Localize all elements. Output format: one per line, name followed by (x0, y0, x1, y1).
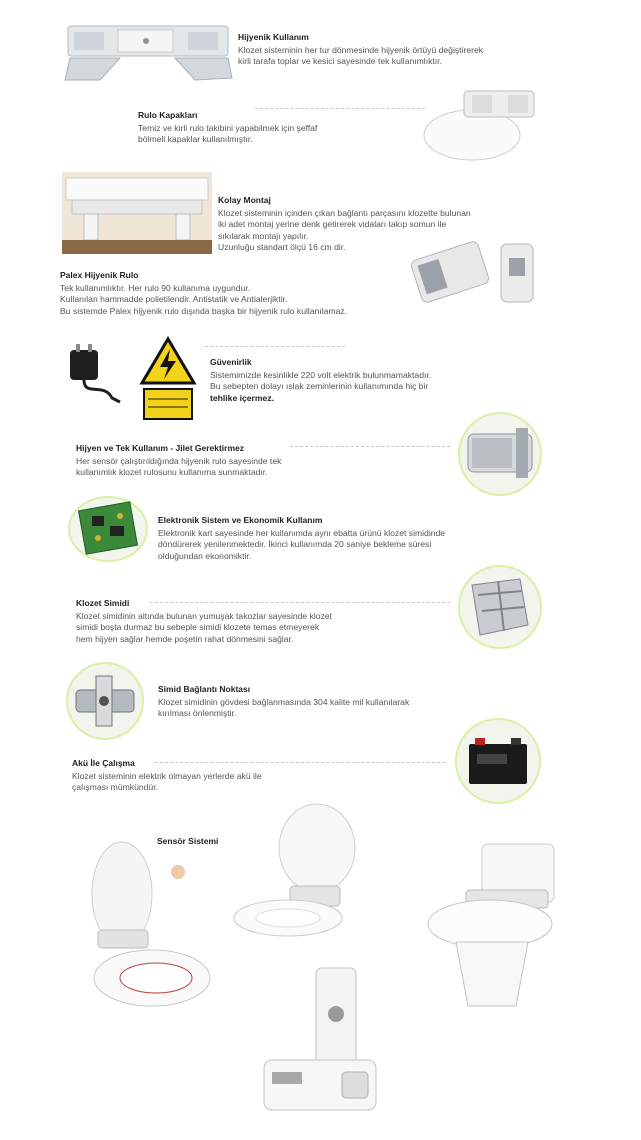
roll-covers-text: Temiz ve kirli rulo takibini yapabilmek için şeffaf bölmeli kapaklar kullanılmıştır. (138, 123, 318, 145)
seat-with-sensor-product-image (60, 830, 225, 1010)
hygienic-usage-title: Hijyenik Kullanım (238, 32, 309, 42)
easy-mount-text: Klozet sisteminin içinden çıkan bağlantı parçasını klozette bulunan iki adet montaj yerine denk getirerek vidaları takıp somun ile sıkılarak montajı yapılır. Uzunluğu standart ölçü 16 cm dir. (218, 208, 471, 253)
electronic-system-title: Elektronik Sistem ve Ekonomik Kullanım (158, 515, 323, 525)
hygienic-cover-unit-image (60, 18, 235, 88)
hinge-image (66, 662, 144, 740)
hygienic-cover-unit-icon (60, 18, 235, 88)
seat-bottom-image (458, 565, 542, 649)
toilet-installed-icon (420, 838, 560, 1018)
seat-open-product-image (232, 800, 364, 940)
roll-covers-divider (255, 108, 425, 109)
palex-roll-image (405, 238, 550, 313)
roll-closeup-image (458, 412, 542, 496)
seat-lid-image (420, 85, 540, 165)
circuit-board-icon (68, 496, 148, 562)
toilet-installed-product-image (420, 838, 560, 1018)
reliability-divider (205, 346, 345, 347)
power-adapter-image (64, 342, 130, 408)
palex-roll-icon (405, 238, 550, 313)
reliability-emphasis: tehlike içermez. (210, 392, 275, 403)
power-adapter-icon (64, 342, 130, 408)
toilet-seat-title: Klozet Simidi (76, 598, 130, 608)
sensor-system-title: Sensör Sistemi (157, 836, 219, 846)
seat-open-icon (232, 800, 364, 940)
electronic-system-text: Elektronik kart sayesinde her kullanımda aynı ebatta ürünü klozet simidinde döndürerek yenilenmektedir. İkinci kullanımda 20 saniye bekleme süresi olduğundan ekonomiktir. (158, 528, 446, 561)
battery-icon (455, 718, 541, 804)
seat-connection-text: Klozet simidinin gövdesi bağlanmasında 304 kalite mil kullanılarak kırılması önlenmiştir. (158, 697, 410, 719)
reliability-title: Güvenirlik (210, 357, 252, 367)
hygiene-single-use-title: Hijyen ve Tek Kullanım - Jilet Gerektirmez (76, 443, 245, 453)
hygiene-single-use-text: Her sensör çalıştırıldığında hijyenik rulo sayesinde tek kullanımlık klozet rulosunu kullanıma sunmaktadır. (76, 456, 282, 478)
easy-mount-title: Kolay Montaj (218, 195, 271, 205)
circuit-board-image (68, 496, 148, 562)
mount-bracket-image (62, 172, 212, 254)
unit-assembly-icon (250, 960, 390, 1135)
palex-roll-text: Tek kullanımlıktır. Her rulo 90 kullanıma uygundur. Kullanılan hammadde polietilendir. Antistatik ve Antialerjiktir. Bu sistemde Palex hijyenik rulo dışında başka bir hijyenik rulo kullanılamaz. (60, 283, 348, 316)
electric-warning-icon (138, 335, 198, 423)
hygienic-usage-text: Klozet sisteminin her tur dönmesinde hijyenik örtüyü değiştirerek kirli tarafa toplar ve kesici sayesinde tek kullanımlıktır. (238, 45, 484, 67)
seat-with-sensor-icon (60, 830, 225, 1010)
toilet-seat-divider (150, 602, 450, 603)
seat-connection-title: Simid Bağlantı Noktası (158, 684, 251, 694)
battery-image (455, 718, 541, 804)
palex-roll-title: Palex Hijyenik Rulo (60, 270, 139, 280)
electric-warning-sign (138, 335, 198, 423)
battery-operation-divider (155, 762, 445, 763)
seat-lid-icon (420, 85, 540, 165)
hinge-icon (66, 662, 144, 740)
mount-bracket-icon (62, 172, 212, 254)
toilet-seat-text: Klozet simidinin altında bulunan yumuşak takozlar sayesinde klozet simidi boşta durmaz bu sebeple simidi klozete temas etmeyerek hem hijyen sağlar hemde poşetin rahat dönmesini sağlar. (76, 611, 333, 644)
battery-operation-text: Klozet sisteminin elektrik olmayan yerlerde akü ile çalışması mümkündür. (72, 771, 262, 793)
battery-operation-title: Akü İle Çalışma (72, 758, 135, 768)
hygiene-single-use-divider (290, 446, 450, 447)
roll-covers-title: Rulo Kapakları (138, 110, 198, 120)
reliability-text: Sistemimizde kesinlikle 220 volt elektrik bulunmamaktadır. Bu sebepten dolayı ıslak zeminlerinin kullanımında hiç bir tehlike içermez. (210, 370, 432, 403)
seat-bottom-icon (458, 565, 542, 649)
unit-assembly-product-image (250, 960, 390, 1135)
roll-closeup-icon (458, 412, 542, 496)
